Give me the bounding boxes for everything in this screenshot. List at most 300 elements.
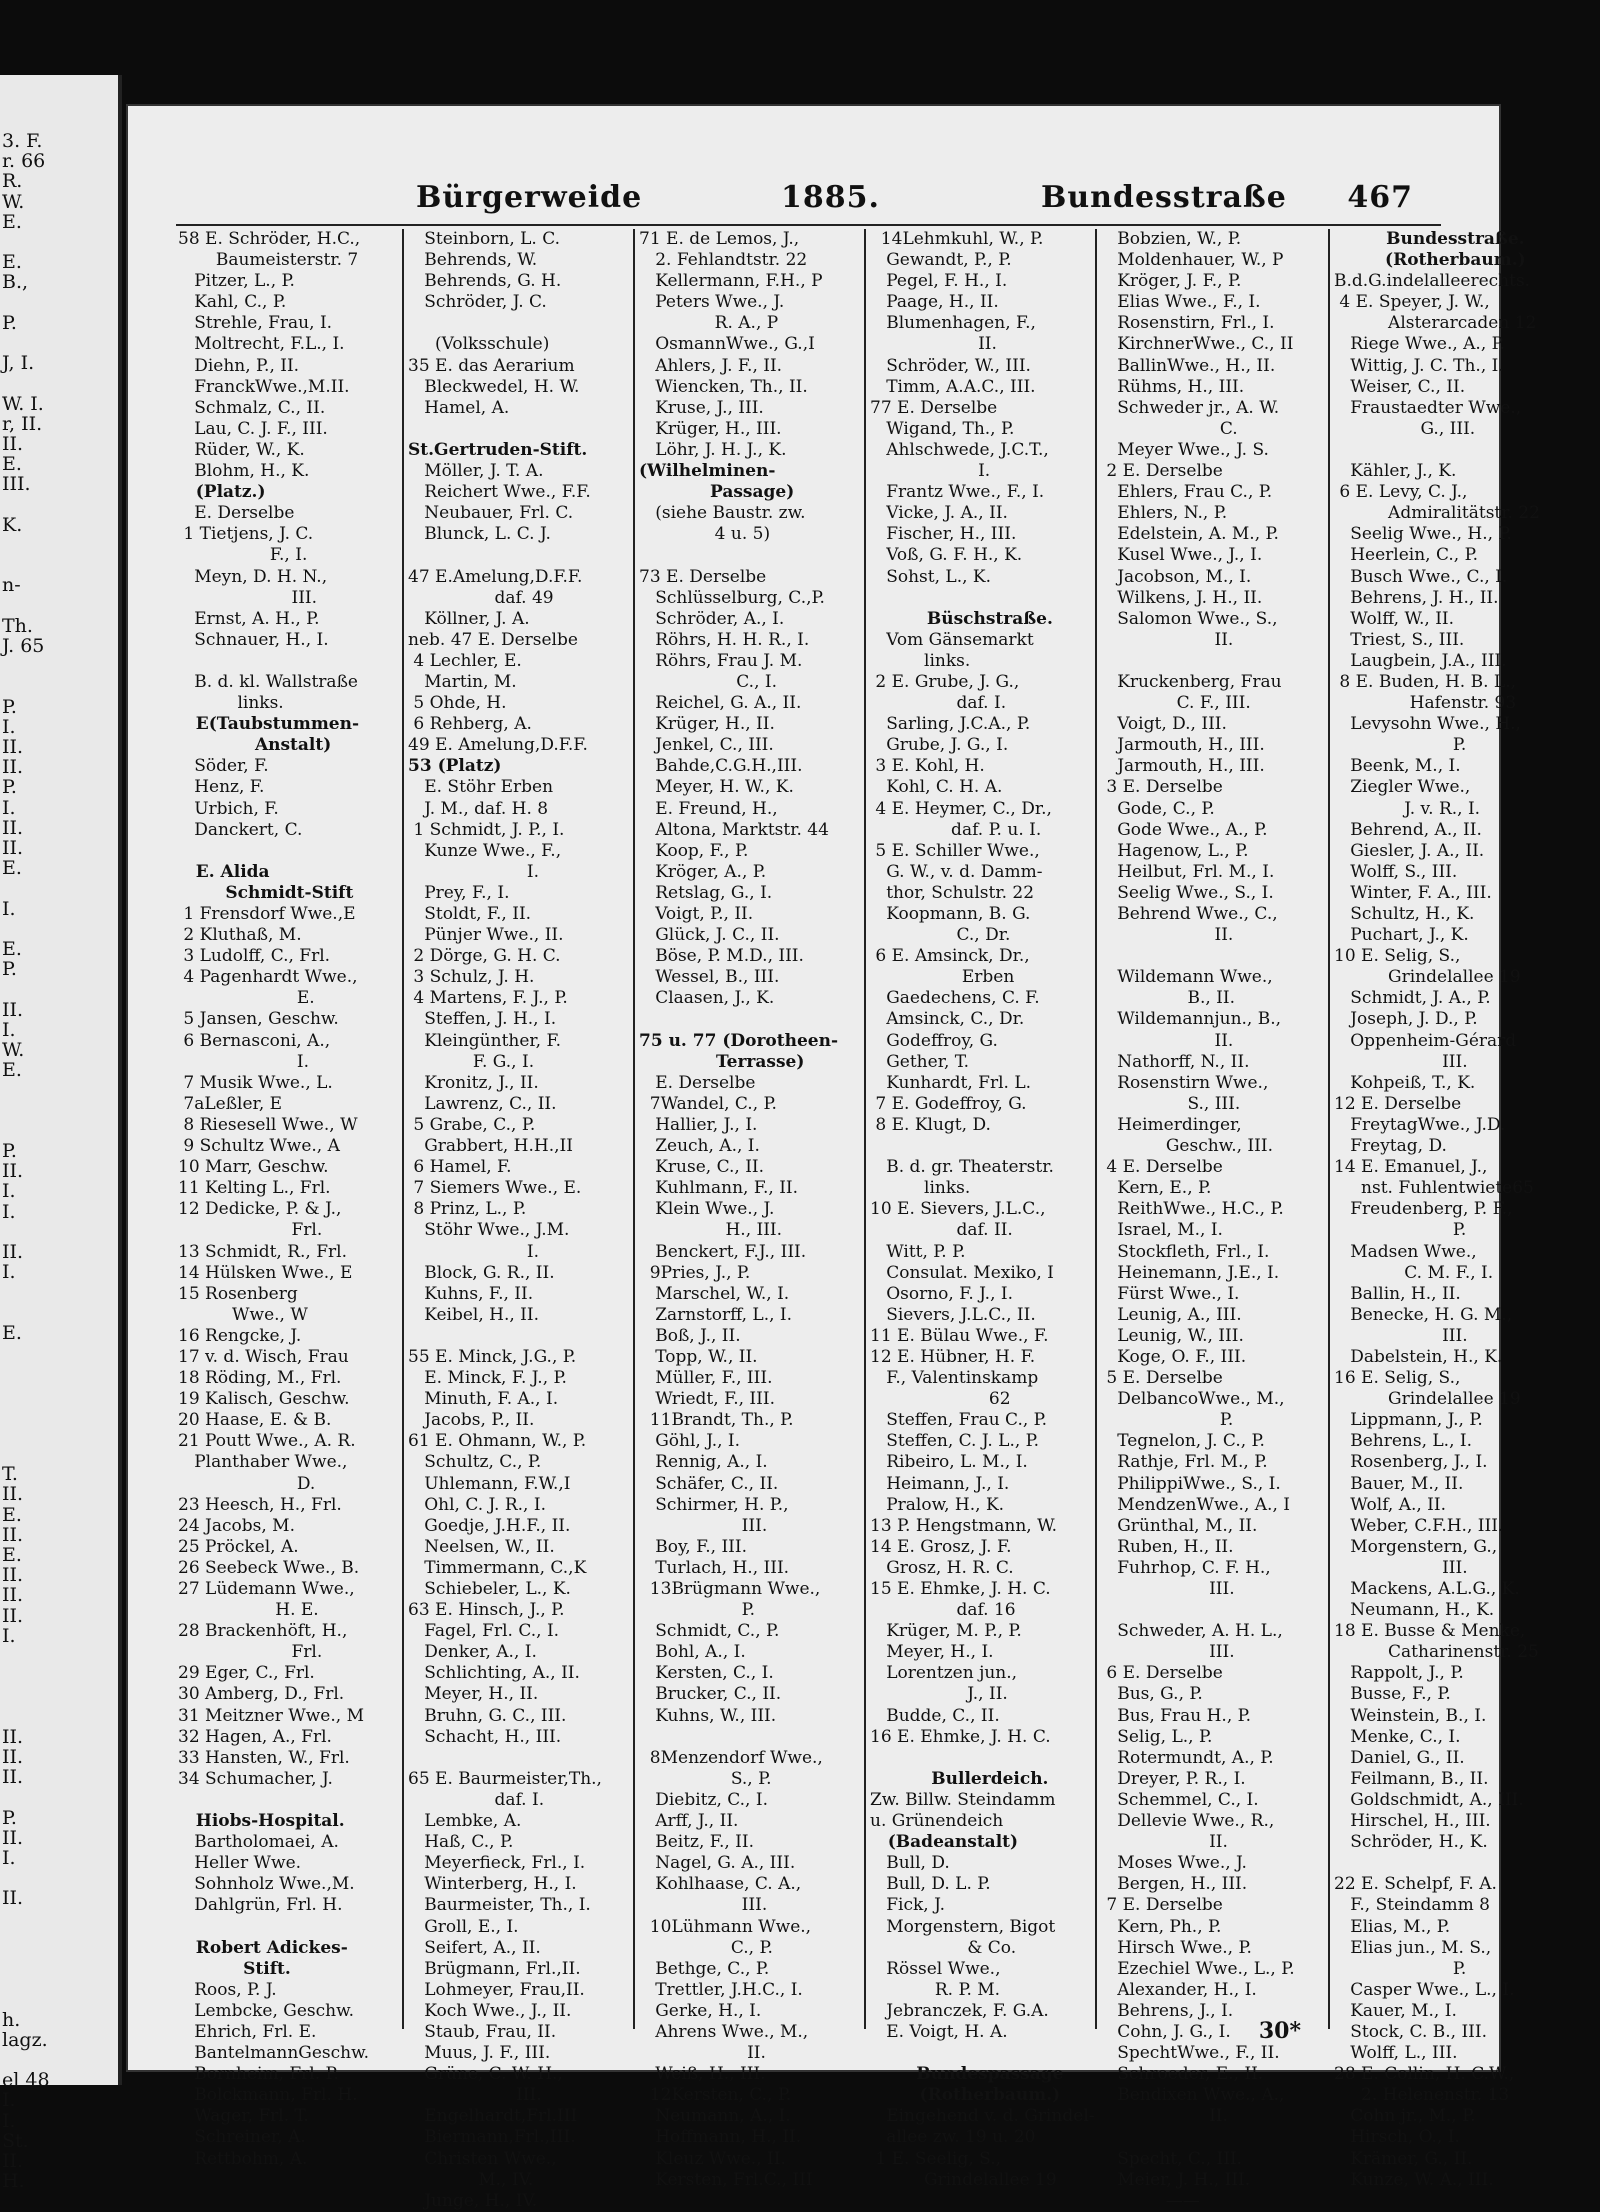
directory-entry: Bruhn, G. C., III. (408, 1705, 567, 1726)
directory-entry: 10 E. Selig, S., (1334, 946, 1461, 967)
directory-entry: Koop, F., P. (639, 840, 749, 861)
directory-entry: Planthaber Wwe., (178, 1452, 348, 1473)
directory-entry: Pitzer, L., P. (178, 271, 295, 292)
directory-entry: Hirschel, H., III. (1334, 1811, 1491, 1832)
directory-entry: Rotermundt, A., P. (1101, 1747, 1274, 1768)
directory-entry: III. (1334, 1051, 1468, 1072)
directory-entry: Wilkens, J. H., II. (1101, 587, 1263, 608)
directory-entry: thor, Schulstr. 22 (870, 882, 1035, 903)
directory-entry: R. A., P (639, 313, 779, 334)
directory-entry: C., P. (639, 1937, 773, 1958)
section-heading: Robert Adickes- (178, 1937, 348, 1958)
directory-entry: Mackens, A.L.G., K. (1334, 1579, 1520, 1599)
directory-entry: 16 E. Selig, S., (1334, 1368, 1461, 1389)
directory-entry: Heimann, J., I. (870, 1473, 1010, 1494)
directory-entry: 7 Musik Wwe., L. (178, 1072, 333, 1093)
directory-entry: Böse, P. M.D., III. (639, 946, 804, 967)
directory-entry: Turlach, H., III. (639, 1557, 790, 1578)
directory-entry: Voigt, D., III. (1101, 714, 1227, 735)
left-page-fragment: T. (2, 1463, 18, 1486)
directory-entry: KirchnerWwe., C., II (1101, 334, 1294, 355)
directory-entry: Heinemann, J.E., I. (1101, 1262, 1280, 1283)
directory-entry: links. (870, 1178, 971, 1199)
directory-entry: 4 E. Derselbe (1101, 1157, 1223, 1178)
directory-entry: daf. I. (870, 693, 1007, 714)
section-heading: St.Gertruden-Stift. (408, 439, 588, 460)
directory-entry: Claasen, J., K. (639, 988, 775, 1009)
directory-entry: Kohlhaase, C. A., (639, 1874, 802, 1895)
directory-entry: Osorno, F. J., I. (870, 1283, 1014, 1304)
directory-entry: Boy, F., III. (639, 1536, 748, 1557)
directory-entry: 14Lehmkuhl, W., P. (870, 229, 1044, 249)
directory-entry: Frl. (178, 1642, 323, 1663)
directory-entry: 18 Röding, M., Frl. (178, 1368, 342, 1389)
directory-entry: Diehn, P., II. (178, 355, 300, 376)
section-heading: Passage) (639, 482, 795, 503)
directory-entry: 5 Jansen, Geschw. (178, 1009, 339, 1030)
directory-entry: 4 Lechler, E. (408, 650, 522, 671)
directory-entry: Koch Wwe., J., II. (408, 2000, 572, 2021)
directory-entry: Ballin, H., II. (1334, 1283, 1461, 1304)
left-page-fragment: II. (2, 2150, 24, 2172)
directory-entry: Kronitz, J., II. (408, 1072, 539, 1093)
directory-entry: Leunig, A., III. (1101, 1304, 1242, 1325)
left-page-fragment: II. (2, 1604, 24, 1627)
directory-entry: B., II. (1101, 988, 1235, 1009)
left-page-fragment: P. (2, 1140, 17, 1162)
directory-entry: Hamel, A. (408, 397, 510, 418)
directory-entry: Consulat. Mexiko, I (870, 1262, 1054, 1283)
section-heading: Schmidt-Stift (178, 882, 354, 903)
directory-entry: Wolff, L., III. (1334, 2043, 1458, 2064)
directory-entry: Benckert, F.J., III. (639, 1241, 807, 1262)
directory-entry: Hafenstr. 93 (1334, 693, 1517, 714)
directory-entry: 4 E. Speyer, J. W., (1334, 292, 1490, 313)
directory-entry: Menke, C., I. (1334, 1726, 1461, 1747)
directory-entry: Jacobs, P., II. (408, 1410, 535, 1431)
directory-entry: Neumann, A., I. (639, 2106, 791, 2127)
directory-entry: Zw. Billw. Steindamm (870, 1789, 1056, 1810)
left-page-fragment: I. (2, 2089, 16, 2112)
directory-entry: Heimerdinger, (1101, 1114, 1242, 1135)
left-page-fragment: P. (2, 311, 17, 334)
directory-entry: Stoldt, F., II. (408, 904, 532, 924)
directory-entry: Seifert, A., II. (408, 1937, 541, 1958)
directory-entry: Ezechiel Wwe., L., P. (1101, 1958, 1295, 1979)
directory-entry: Bus, Frau H., P. (1101, 1705, 1252, 1726)
directory-entry: Neubauer, Frl. C. (408, 503, 574, 524)
directory-entry: Sohst, L., K. (870, 566, 992, 587)
left-page-fragment: I. (2, 1180, 16, 1203)
directory-entry: Bornheim, Frl. P. (178, 2064, 339, 2085)
directory-entry: 6 E. Levy, C. J., (1334, 482, 1468, 503)
directory-entry: neb. 47 E. Derselbe (408, 629, 578, 650)
directory-entry: 28 E. Collin, H. C.W., (1334, 2064, 1515, 2085)
directory-entry: Kuhns, F., II. (408, 1283, 534, 1304)
directory-entry: daf. I. (408, 1789, 545, 1810)
directory-entry: 14 Hülsken Wwe., E (178, 1262, 353, 1283)
directory-entry: Vom Gänsemarkt (870, 629, 1034, 650)
directory-entry: Schröder, A., I. (639, 608, 785, 629)
left-page-fragment: B., (2, 271, 29, 294)
section-heading: Büschstraße. (909, 608, 1053, 629)
directory-entry: 16 E. Ehmke, J. H. C. (870, 1726, 1051, 1747)
directory-entry: Leunig, W., III. (1101, 1325, 1244, 1346)
directory-entry: Rüder, W., K. (178, 439, 305, 460)
directory-entry: Winter, F. A., III. (1334, 882, 1492, 903)
directory-entry: C. M. F., I. (1334, 1262, 1494, 1283)
left-page-fragment: lagz. (2, 2028, 48, 2051)
directory-entry: Behrens, J. H., II. (1334, 587, 1499, 608)
column-divider (402, 229, 404, 2029)
directory-entry: Krüger, M. P., P. (870, 1621, 1022, 1642)
directory-entry: 14 E. Grosz, J. F. (870, 1536, 1012, 1557)
directory-entry: Ruben, H., II. (1101, 1536, 1234, 1557)
directory-entry: Schultz, C., P. (408, 1452, 542, 1473)
directory-entry: Arff, J., II. (639, 1811, 739, 1832)
directory-entry: Kahl, C., P. (178, 292, 287, 313)
directory-entry: C. (1101, 418, 1238, 439)
directory-entry: 2 E. Grube, J. G., (870, 671, 1020, 692)
left-page-fragment: el 48 (2, 2069, 50, 2092)
directory-entry: P. (1334, 1220, 1467, 1241)
directory-entry: Bethge, C., P. (639, 1958, 770, 1979)
directory-entry: Glück, J. C., II. (639, 925, 780, 946)
directory-entry: Beitz, F., II. (639, 1832, 754, 1853)
directory-entry: Kauer, M., I. (1334, 2000, 1457, 2021)
directory-entry: Weinstein, B., I. (1334, 1705, 1487, 1726)
directory-entry: Grüne, C. W. H., (408, 2064, 563, 2085)
directory-entry: Lembcke, Geschw. (178, 2000, 355, 2021)
directory-entry: 63 E. Hinsch, J., P. (408, 1600, 565, 1621)
directory-entry: 16 Rengcke, J. (178, 1325, 302, 1346)
directory-entry: Ahlers, J. F., II. (639, 355, 783, 376)
section-heading: Anstalt) (178, 735, 332, 756)
left-page-fragment: I. (2, 1200, 16, 1223)
left-page-fragment: I. (2, 1018, 16, 1041)
directory-entry: Fick, J. (870, 1895, 945, 1916)
directory-entry: Nagel, G. A., III. (639, 1853, 796, 1874)
directory-entry: Danckert, C. (178, 819, 303, 840)
directory-entry: Kersten, C., I. (639, 1663, 774, 1684)
directory-entry: Grabbert, H.H.,II (408, 1136, 573, 1157)
left-page-fragment: E. (2, 857, 22, 880)
directory-entry: Meyer, H. W., K. (639, 777, 794, 798)
directory-entry: Junge, H., IV. (408, 2190, 538, 2211)
directory-entry: P. (1334, 735, 1467, 756)
directory-entry: E. Stöhr Erben (408, 777, 554, 798)
directory-entry: 3 E. Kohl, H. (870, 756, 985, 777)
directory-entry: Wwe., W (178, 1304, 308, 1325)
left-page-fragment: n- (2, 574, 21, 597)
directory-entry: Ahrens Wwe., M., (639, 2021, 809, 2042)
directory-entry: (siehe Baustr. zw. (639, 503, 806, 524)
directory-entry (408, 313, 630, 334)
directory-entry: Marschel, W., I. (639, 1283, 790, 1304)
directory-entry (639, 545, 861, 566)
directory-entry: Grünthal, M., II. (1101, 1515, 1258, 1536)
directory-entry: Wolff, W., II. (1334, 608, 1455, 629)
directory-entry: Grindelallee 19 (1334, 1389, 1521, 1410)
directory-entry: III. (639, 1515, 768, 1536)
directory-entry: 12 E. Derselbe (1334, 1093, 1462, 1114)
directory-entry (178, 841, 400, 862)
directory-entry: 10Lühmann Wwe., (639, 1916, 812, 1937)
directory-entry: Ribeiro, L. M., I. (870, 1452, 1028, 1473)
directory-entry: Block, G. R., II. (408, 1262, 555, 1283)
directory-entry: Steinborn, L. C. (408, 229, 561, 249)
directory-entry: Admiralitätstr. 22 (1334, 503, 1540, 524)
left-page-fragment: II. (2, 1766, 24, 1789)
directory-entry: I. (870, 461, 991, 482)
directory-entry: 2 E. Derselbe (1101, 461, 1223, 482)
directory-entry: 19 Kalisch, Geschw. (178, 1389, 350, 1410)
page-header (126, 180, 1501, 226)
directory-entry: Budde, C., II. (870, 1705, 1000, 1726)
directory-entry: Denker, A., I. (408, 1642, 537, 1663)
directory-entry: E. (178, 988, 315, 1009)
left-page-fragment: II. (2, 1725, 24, 1748)
directory-entry: 77 E. Derselbe (870, 397, 998, 418)
directory-entry: Selig, L., P. (1101, 1726, 1213, 1747)
directory-entry: Frl. (178, 1220, 323, 1241)
directory-entry: 13Brügmann Wwe., (639, 1579, 821, 1599)
directory-entry: 1 Tietjens, J. C. (178, 524, 314, 545)
directory-entry: Hallier, J., I. (639, 1114, 758, 1135)
directory-entry: 1 Frensdorf Wwe.,E (178, 904, 356, 924)
directory-entry: Elias, M., P. (1334, 1916, 1451, 1937)
directory-entry: Grindelallee 19 (870, 2169, 1057, 2190)
directory-entry: Blumenhagen, F., (870, 313, 1036, 334)
left-page-fragment: W. (2, 190, 25, 213)
directory-entry: allee zw. 19 u. 20 (870, 2127, 1036, 2148)
left-page-fragment: E. (2, 938, 22, 960)
directory-entry (408, 1326, 630, 1347)
directory-entry: J. M., daf. H. 8 (408, 798, 549, 819)
directory-entry: Fraustaedter Wwe., (1334, 397, 1522, 418)
directory-entry (178, 1917, 400, 1938)
directory-entry: Riege Wwe., A., P. (1334, 334, 1506, 355)
directory-entry: Witt, P. P. (870, 1241, 966, 1262)
directory-entry: Behrends, W. (408, 250, 538, 271)
directory-entry: Triest, S., III. (1334, 629, 1465, 650)
left-page-fragment: W. I. (2, 392, 44, 415)
directory-entry: Weiser, C., II. (1334, 376, 1466, 397)
directory-entry: Heerlein, C., P. (1334, 545, 1478, 566)
directory-entry: Urbich, F. (178, 798, 279, 819)
directory-entry: III. (408, 2085, 542, 2106)
directory-entry: B. d. gr. Theaterstr. (870, 1157, 1054, 1178)
directory-entry: 32 Hagen, A., Frl. (178, 1726, 332, 1747)
directory-entry: 29 Eger, C., Frl. (178, 1663, 315, 1684)
directory-entry: Bohl, A., I. (639, 1642, 746, 1663)
left-page-fragment: E. (2, 1321, 22, 1344)
directory-entry (178, 651, 400, 672)
directory-entry: BantelmannGeschw. (178, 2043, 370, 2064)
directory-entry: Heller Wwe. (178, 1853, 302, 1874)
directory-entry: Reichert Wwe., F.F. (408, 482, 591, 503)
directory-entry: Schreiner, A. (178, 2127, 306, 2148)
directory-entry: Kusel Wwe., J., I. (1101, 545, 1263, 566)
left-page-fragment: I. (2, 2109, 16, 2132)
directory-entry: Levysohn Wwe., H., (1334, 714, 1521, 735)
directory-entry: Löhr, J. H. J., K. (639, 439, 787, 460)
directory-entry: 5 Ohde, H. (408, 693, 507, 714)
directory-entry: Klein Wwe., J. (639, 1199, 775, 1220)
directory-entry: Roos, P. J. (178, 1979, 277, 2000)
directory-entry: Pralow, H., K. (870, 1494, 1005, 1515)
directory-entry (1101, 2127, 1326, 2148)
directory-entry: 15 Rosenberg (178, 1283, 298, 1304)
directory-entry: Pegel, F. H., I. (870, 271, 1008, 292)
directory-entry: Stöhr Wwe., J.M. (408, 1220, 570, 1241)
directory-entry: G. W., v. d. Damm- (870, 861, 1043, 882)
left-page-fragment: Th. (2, 614, 33, 637)
page-number: 467 (1347, 180, 1413, 215)
directory-entry: Wildemann Wwe., (1101, 967, 1273, 988)
section-heading: (Wilhelminen- (639, 461, 776, 482)
section-heading: E(Taubstummen- (178, 714, 360, 735)
directory-entry: Kohpeiß, T., K. (1334, 1072, 1476, 1093)
directory-entry: Seelig Wwe., H., P. (1334, 524, 1512, 545)
left-page-fragment: I. (2, 1261, 16, 1284)
directory-entry: F., I. (178, 545, 308, 566)
directory-entry: Joseph, J. D., P. (1334, 1009, 1478, 1030)
directory-entry: Kohl, C. H. A. (870, 777, 1003, 798)
directory-entry: Schiebeler, L., K. (408, 1579, 571, 1599)
directory-entry: Stockfleth, Frl., I. (1101, 1241, 1270, 1262)
directory-entry: Minuth, F. A., I. (408, 1389, 559, 1410)
left-page-fragment: II. (2, 756, 24, 779)
directory-entry: OsmannWwe., G.,I (639, 334, 815, 355)
directory-entry: B.d.G.indelalleerechts. (1334, 271, 1531, 292)
directory-entry: 5 E. Derselbe (1101, 1368, 1223, 1389)
left-page-margin (0, 75, 122, 2193)
directory-entry: Wessel, B., III. (639, 967, 780, 988)
directory-entry: I. (408, 861, 540, 882)
directory-entry: Tegnelon, J. C., P. (1101, 1431, 1265, 1452)
directory-entry: Kunhardt, Frl. L. (870, 1072, 1032, 1093)
directory-entry: G., III. (1334, 418, 1476, 439)
directory-entry: Kruse, J., III. (639, 397, 764, 418)
directory-entry (408, 1748, 630, 1769)
directory-entry: Bolckmann, Frl. H. (178, 2085, 358, 2106)
directory-entry: Fürst Wwe., I. (1101, 1283, 1240, 1304)
directory-entry: Jarmouth, H., III. (1101, 735, 1265, 756)
directory-entry: 13 Schmidt, R., Frl. (178, 1241, 348, 1262)
left-page-fragment: E. (2, 210, 22, 233)
directory-entry: Morgenstern, Bigot (870, 1916, 1056, 1937)
directory-entry: 7 E. Derselbe (1101, 1895, 1223, 1916)
directory-entry: Morgenstern, G., (1334, 1536, 1498, 1557)
header-rule (176, 224, 1441, 226)
directory-entry: 2. Helenenstr. 13 (1334, 2085, 1510, 2106)
section-heading: Bundesstraße. (1368, 229, 1525, 249)
directory-entry: 6 E. Amsinck, Dr., (870, 946, 1030, 967)
directory-entry: Engelhardt,Frl.III (408, 2106, 578, 2127)
column-1 (178, 229, 400, 2169)
directory-entry: Meier, J. H., III. (1101, 2169, 1251, 2190)
directory-entry: Neumann, H., K. (1334, 1600, 1495, 1621)
left-page-fragment: E. (2, 1503, 22, 1526)
directory-entry: 5 E. Schiller Wwe., (870, 840, 1040, 861)
section-heading: (Rotherbaum.) (1367, 250, 1526, 271)
directory-entry (639, 1727, 861, 1748)
left-page-fragment: I. (2, 796, 16, 819)
directory-entry: Wigand, Th., P. (870, 418, 1015, 439)
directory-entry (178, 1790, 400, 1811)
directory-entry: Müller, F., III. (639, 1368, 773, 1389)
directory-entry: II. (1101, 1832, 1228, 1853)
directory-entry: Rosenberg, J., I. (1334, 1452, 1488, 1473)
directory-entry: 7 Siemers Wwe., E. (408, 1178, 582, 1199)
directory-entry: Madsen Wwe., (1334, 1241, 1477, 1262)
left-page-fragment: St. (2, 2129, 29, 2152)
directory-entry: Martin, M. (408, 671, 517, 692)
directory-entry: Hirsch, O., I. (1334, 2127, 1460, 2148)
directory-entry: J., II. (870, 1684, 1008, 1705)
left-page-fragment: E. (2, 1059, 22, 1082)
directory-entry: 6 E. Derselbe (1101, 1663, 1223, 1684)
directory-entry: BallinWwe., H., II. (1101, 355, 1276, 376)
directory-entry: 17 v. d. Wisch, Frau (178, 1346, 349, 1367)
directory-entry: Grube, J. G., I. (870, 735, 1009, 756)
directory-entry: 8 Prinz, L., P. (408, 1199, 527, 1220)
directory-entry: 11 Kelting L., Frl. (178, 1178, 331, 1199)
directory-entry: Krüger, H., II. (639, 714, 775, 735)
directory-entry: 4 E. Heymer, C., Dr., (870, 798, 1052, 819)
directory-entry: Bull, D. L. P. (870, 1874, 991, 1895)
directory-entry: H., III. (639, 1220, 783, 1241)
directory-entry: Schlüsselburg, C.,P. (639, 587, 825, 608)
directory-entry: Altona, Marktstr. 44 (639, 819, 829, 840)
directory-entry: Moltrecht, F.L., I. (178, 334, 345, 355)
directory-entry: 2 Dörge, G. H. C. (408, 946, 561, 967)
directory-entry: 73 E. Derselbe (639, 566, 767, 587)
directory-entry: links. (870, 650, 971, 671)
directory-entry: P. (1101, 1410, 1234, 1431)
directory-entry: Rössel Wwe., (870, 1958, 1001, 1979)
left-page-fragment: K. (2, 513, 23, 536)
header-left-street: Bürgerweide (416, 180, 643, 215)
directory-entry: Wolf, A., II. (1334, 1494, 1447, 1515)
directory-entry: 14 E. Emanuel, J., (1334, 1157, 1488, 1178)
directory-entry: Gode, C., P. (1101, 798, 1215, 819)
directory-entry: Oppenheim-Gérard (1334, 1030, 1517, 1051)
directory-entry: Göhl, J., I. (639, 1431, 741, 1452)
directory-entry: 23 Heesch, H., Frl. (178, 1494, 342, 1515)
directory-entry: 1 E. Seelig, S., (870, 2148, 1002, 2169)
directory-entry: 6 Rehberg, A. (408, 714, 532, 735)
directory-entry: Weiß, H., III. (639, 2064, 766, 2085)
left-page-fragment: II. (2, 1483, 24, 1506)
directory-entry: Busch Wwe., C., I. (1334, 566, 1508, 587)
section-heading: Terrasse) (639, 1051, 805, 1072)
column-3 (639, 229, 861, 2190)
directory-entry: Ziegler Wwe., (1334, 777, 1471, 798)
directory-entry: Kähler, J., K. (1334, 461, 1457, 482)
directory-entry: Zeuch, A., I. (639, 1136, 760, 1157)
directory-entry (1101, 946, 1326, 967)
left-page-fragment: II. (2, 1241, 24, 1263)
directory-entry: Schröder, H., K. (1334, 1832, 1488, 1853)
left-page-fragment: II. (2, 1564, 24, 1587)
directory-entry: Schröder, W., III. (870, 355, 1031, 376)
directory-entry: 3 Ludolff, C., Frl. (178, 946, 331, 967)
directory-entry: III. (1101, 1579, 1235, 1599)
directory-entry: Krämer, G., II. (1334, 2148, 1473, 2169)
directory-entry: 24 Jacobs, M. (178, 1515, 295, 1536)
